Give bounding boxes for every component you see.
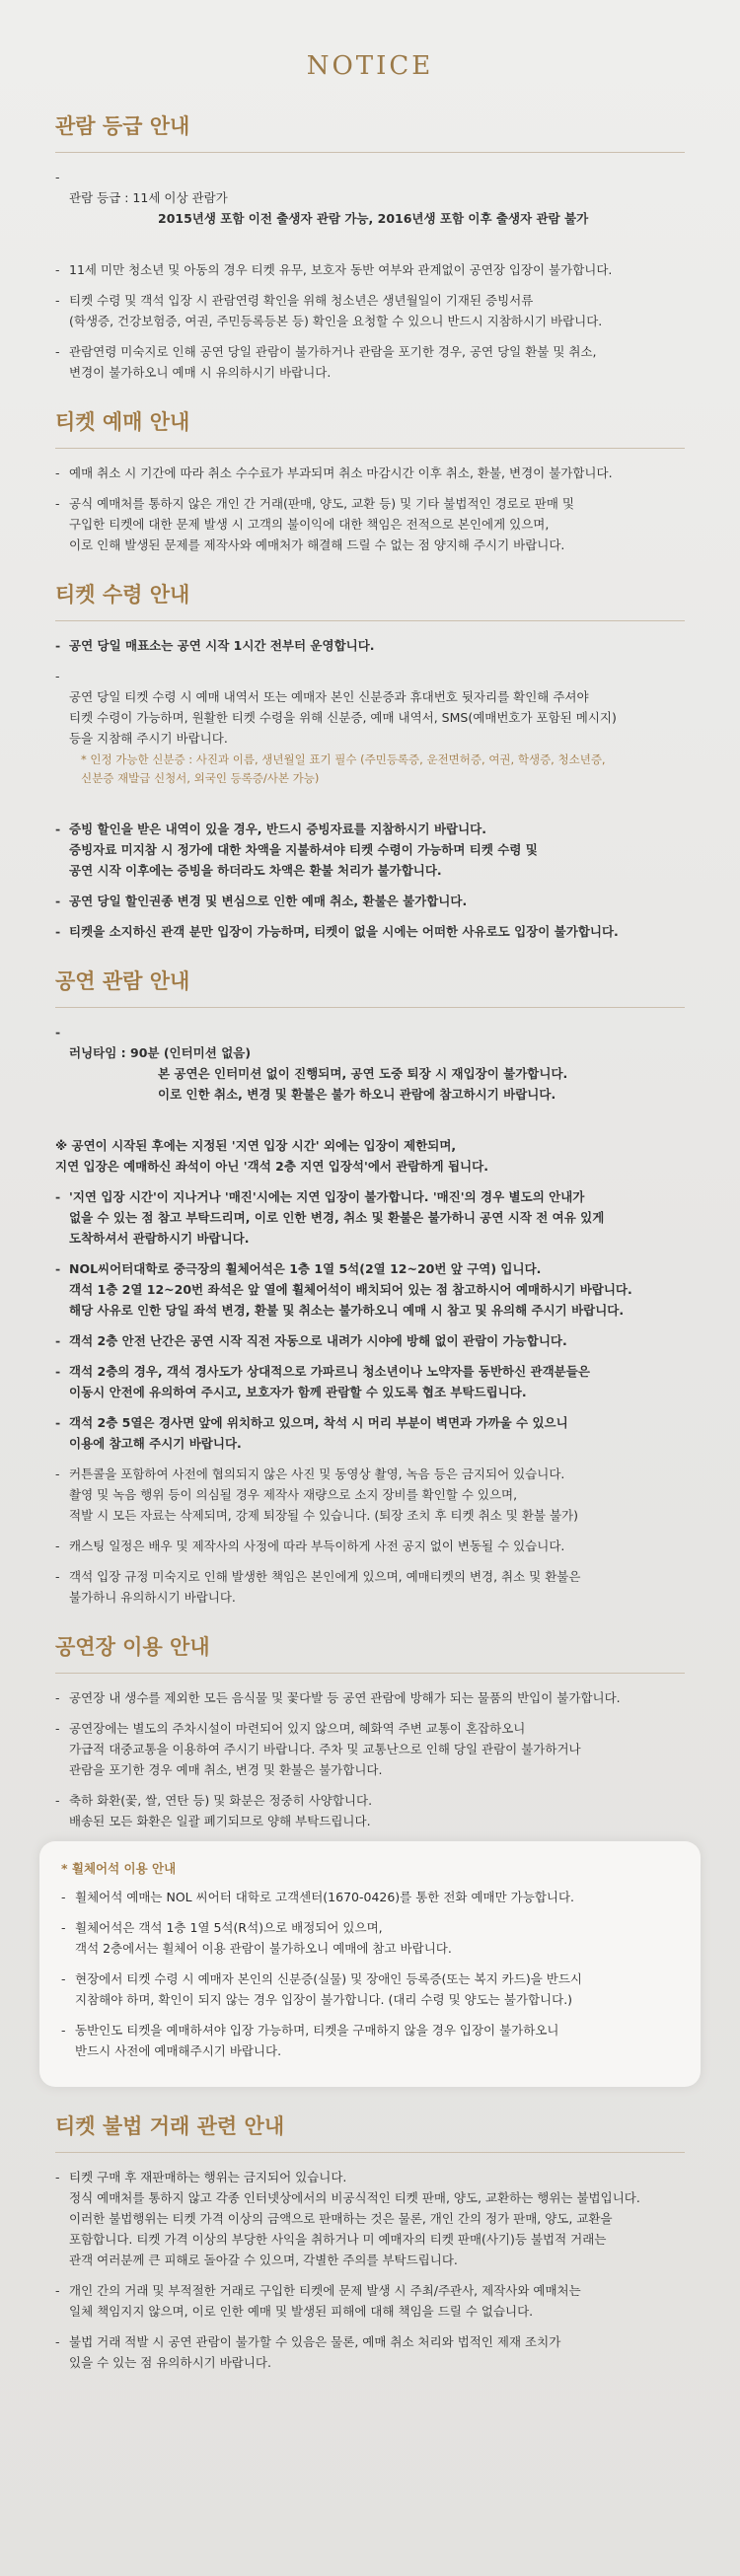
list-item: - 공연장에는 별도의 주차시설이 마련되어 있지 않으며, 혜화역 주변 교통이 혼잡하오니 가급적 대중교통을 이용하여 주시기 바랍니다. 주차 및 교통난으로 인해 당일 관람이 불가하거나 관람을 포기한 경우 예매 취소, 변경 및 환불은 불가합니다. [55, 1718, 685, 1780]
section-title: 티켓 불법 거래 관련 안내 [55, 2113, 285, 2138]
star-note: ※ 공연이 시작된 후에는 지정된 '지연 입장 시간' 외에는 입장이 제한되며, 지연 입장은 예매하신 좌석이 아닌 '객석 2층 지연 입장석'에서 관람하게 됩니다. [55, 1138, 488, 1174]
list-item: - 커튼콜을 포함하여 사전에 협의되지 않은 사진 및 동영상 촬영, 녹음 등은 금지되어 있습니다. 촬영 및 녹음 행위 등이 의심될 경우 제작사 재량으로 소지 장비를 확인할 수 있으며, 적발 시 모든 자료는 삭제되며, 강제 퇴장될 수 있습니다. (퇴장 조치 후 티켓 취소 및 환불 불가) [55, 1464, 685, 1526]
list-item: - 공식 예매처를 통하지 않은 개인 간 거래(판매, 양도, 교환 등) 및 기타 불법적인 경로로 판매 및 구입한 티켓에 대한 문제 발생 시 고객의 불이익에 대한 책임은 전적으로 본인에게 있으며, 이로 인해 발생된 문제를 제작사와 예매처가 해결해 드릴 수 없는 점 양지해 주시기 바랍니다. [55, 493, 685, 555]
section-rating [0, 110, 740, 383]
divider [55, 152, 685, 153]
list-item: - 공연장 내 생수를 제외한 모든 음식물 및 꽃다발 등 공연 관람에 방해가 되는 물품의 반입이 불가합니다. [55, 1687, 685, 1708]
list-item: - 객석 2층의 경우, 객석 경사도가 상대적으로 가파르니 청소년이나 노약자를 동반하신 관객분들은 이동시 안전에 유의하여 주시고, 보호자가 함께 관람할 수 있도록 협조 부탁드립니다. [55, 1361, 685, 1402]
list-item: - 동반인도 티켓을 예매하셔야 입장 가능하며, 티켓을 구매하지 않을 경우 입장이 불가하오니 반드시 사전에 예매해주시기 바랍니다. [61, 2020, 679, 2061]
list-item: - 11세 미만 청소년 및 아동의 경우 티켓 유무, 보호자 동반 여부와 관계없이 공연장 입장이 불가합니다. [55, 259, 685, 280]
list-item: - 캐스팅 일정은 배우 및 제작사의 사정에 따라 부득이하게 사전 공지 없이 변동될 수 있습니다. [55, 1536, 685, 1556]
section-illegal-trade [0, 2111, 740, 2373]
section-viewing [0, 966, 740, 1608]
list-item: - 티켓을 소지하신 관객 분만 입장이 가능하며, 티켓이 없을 시에는 어떠한 사유로도 입장이 불가합니다. [55, 921, 685, 942]
list-item: - 객석 2층 5열은 경사면 앞에 위치하고 있으며, 착석 시 머리 부분이 벽면과 가까울 수 있으니 이용에 참고해 주시기 바랍니다. [55, 1412, 685, 1454]
list-item: - 휠체어석은 객석 1층 1열 5석(R석)으로 배정되어 있으며, 객석 2층에서는 휠체어 이용 관람이 불가하오니 예매에 참고 바랍니다. [61, 1917, 679, 1959]
list-item: - 불법 거래 적발 시 공연 관람이 불가할 수 있음은 물론, 예매 취소 처리와 법적인 제재 조치가 있을 수 있는 점 유의하시기 바랍니다. [55, 2331, 685, 2373]
list-item: - 관람연령 미숙지로 인해 공연 당일 관람이 불가하거나 관람을 포기한 경우, 공연 당일 환불 및 취소, 변경이 불가하오니 예매 시 유의하시기 바랍니다. [55, 341, 685, 383]
notice-title: NOTICE [306, 51, 434, 81]
list-item: - 휠체어석 예매는 NOL 씨어터 대학로 고객센터(1670-0426)를 통한 전화 예매만 가능합니다. [61, 1887, 679, 1907]
list-item: - 티켓 수령 및 객석 입장 시 관람연령 확인을 위해 청소년은 생년월일이 기재된 증빙서류 (학생증, 건강보험증, 여권, 주민등록등본 등) 확인을 요청할 수 있으니 반드시 지참하시기 바랍니다. [55, 290, 685, 331]
list-item: - '지연 입장 시간'이 지나거나 '매진'시에는 지연 입장이 불가합니다. '매진'의 경우 별도의 안내가 없을 수 있는 점 참고 부탁드리며, 이로 인한 변경, 취소 및 환불은 불가하니 공연 시작 전 여유 있게 도착하셔서 관람하시기 바랍니다. [55, 1186, 685, 1249]
list-item: - 공연 당일 매표소는 공연 시작 1시간 전부터 운영합니다. [55, 635, 685, 656]
divider [55, 2152, 685, 2153]
list-item: - 개인 간의 거래 및 부적절한 거래로 구입한 티켓에 문제 발생 시 주최/주관사, 제작사와 예매처는 일체 책임지지 않으며, 이로 인한 예매 및 발생된 피해에 대해 책임을 드릴 수 없습니다. [55, 2280, 685, 2322]
list-item: - NOL씨어터대학로 중극장의 휠체어석은 1층 1열 5석(2열 12~20번 앞 구역) 입니다. 객석 1층 2열 12~20번 좌석은 앞 열에 휠체어석이 배치되어 있는 점 참고하시어 예매하시기 바랍니다. 해당 사유로 인한 당일 좌석 변경, 환불 및 취소는 불가하오니 예매 시 참고 및 유의해 주시기 바랍니다. [55, 1258, 685, 1321]
section-title: 티켓 예매 안내 [55, 409, 190, 434]
list-item: - 공연 당일 할인권종 변경 및 변심으로 인한 예매 취소, 환불은 불가합니다. [55, 891, 685, 911]
divider [55, 1673, 685, 1674]
list-item: - 증빙 할인을 받은 내역이 있을 경우, 반드시 증빙자료를 지참하시기 바랍니다. 증빙자료 미지참 시 정가에 대한 차액을 지불하셔야 티켓 수령이 가능하며 티켓 수령 및 공연 시작 이후에는 증빙을 하더라도 차액은 환불 처리가 불가합니다. [55, 819, 685, 881]
section-title: 공연 관람 안내 [55, 968, 190, 993]
rating-sub-line: 2015년생 포함 이전 출생자 관람 가능, 2016년생 포함 이후 출생자 관람 불가 [158, 211, 589, 226]
list-item: - 현장에서 티켓 수령 시 예매자 본인의 신분증(실물) 및 장애인 등록증(또는 복지 카드)을 반드시 지참해야 하며, 확인이 되지 않는 경우 입장이 불가합니다. (대리 수령 및 양도는 불가합니다.) [61, 1968, 679, 2010]
divider [55, 620, 685, 621]
list-item: - 축하 화환(꽃, 쌀, 연탄 등) 및 화분은 정중히 사양합니다. 배송된 모든 화환은 일괄 폐기되므로 양해 부탁드립니다. [55, 1790, 685, 1831]
list-item: - 티켓 구매 후 재판매하는 행위는 금지되어 있습니다. 정식 예매처를 통하지 않고 각종 인터넷상에서의 비공식적인 티켓 판매, 양도, 교환하는 행위는 불법입니다. 이러한 불법행위는 티켓 가격 이상의 금액으로 판매하는 것은 물론, 개인 간의 정가 판매, 양도, 교환을 포함합니다. 티켓 가격 이상의 부당한 사익을 취하거나 미 예매자의 티켓 판매(사기)등 불법적 거래는 관객 여러분께 큰 피해로 돌아갈 수 있으며, 각별한 주의를 부탁드립니다. [55, 2167, 685, 2270]
section-ticket-pickup [0, 579, 740, 942]
section-title: 관람 등급 안내 [55, 113, 190, 138]
list-item: - 관람 등급 : 11세 이상 관람가 2015년생 포함 이전 출생자 관람 가능, 2016년생 포함 이후 출생자 관람 불가 [55, 167, 685, 250]
section-title: 티켓 수령 안내 [55, 582, 190, 607]
list-item: - 객석 2층 안전 난간은 공연 시작 직전 자동으로 내려가 시야에 방해 없이 관람이 가능합니다. [55, 1330, 685, 1351]
list-item: - 공연 당일 티켓 수령 시 예매 내역서 또는 예매자 본인 신분증과 휴대번호 뒷자리를 확인해 주셔야 티켓 수령이 가능하며, 원활한 티켓 수령을 위해 신분증, 예매 내역서, SMS(예매번호가 포함된 메시지) 등을 지참해 주시기 바랍니다. * 인정 가능한 신분증 : 사진과 이름, 생년월일 표기 필수 (주민등록증, 운전면허증, 여권, 학생증, 청소년증, 신분증 재발급 신청서, 외국인 등록증/사본 가능) [55, 666, 685, 809]
list-item: - 객석 입장 규정 미숙지로 인해 발생한 책임은 본인에게 있으며, 예매티켓의 변경, 취소 및 환불은 불가하니 유의하시기 바랍니다. [55, 1566, 685, 1608]
list-item: - 예매 취소 시 기간에 따라 취소 수수료가 부과되며 취소 마감시간 이후 취소, 환불, 변경이 불가합니다. [55, 463, 685, 483]
wheelchair-title: * 휠체어석 이용 안내 [61, 1861, 177, 1876]
divider [55, 448, 685, 449]
section-booking [0, 406, 740, 555]
divider [55, 1007, 685, 1008]
id-note: * 인정 가능한 신분증 : 사진과 이름, 생년월일 표기 필수 (주민등록증, 운전면허증, 여권, 학생증, 청소년증, 신분증 재발급 신청서, 외국인 등록증/사본 가능) [81, 752, 606, 785]
list-item: - 러닝타임 : 90분 (인터미션 없음) 본 공연은 인터미션 없이 진행되며, 공연 도중 퇴장 시 재입장이 불가합니다. 이로 인한 취소, 변경 및 환불은 불가 하오니 관람에 참고하시기 바랍니다. [55, 1022, 685, 1125]
section-venue [0, 1631, 740, 1831]
wheelchair-info-box [39, 1841, 701, 2087]
section-title: 공연장 이용 안내 [55, 1634, 210, 1659]
runtime-sub: 본 공연은 인터미션 없이 진행되며, 공연 도중 퇴장 시 재입장이 불가합니다. 이로 인한 취소, 변경 및 환불은 불가 하오니 관람에 참고하시기 바랍니다. [158, 1066, 568, 1102]
